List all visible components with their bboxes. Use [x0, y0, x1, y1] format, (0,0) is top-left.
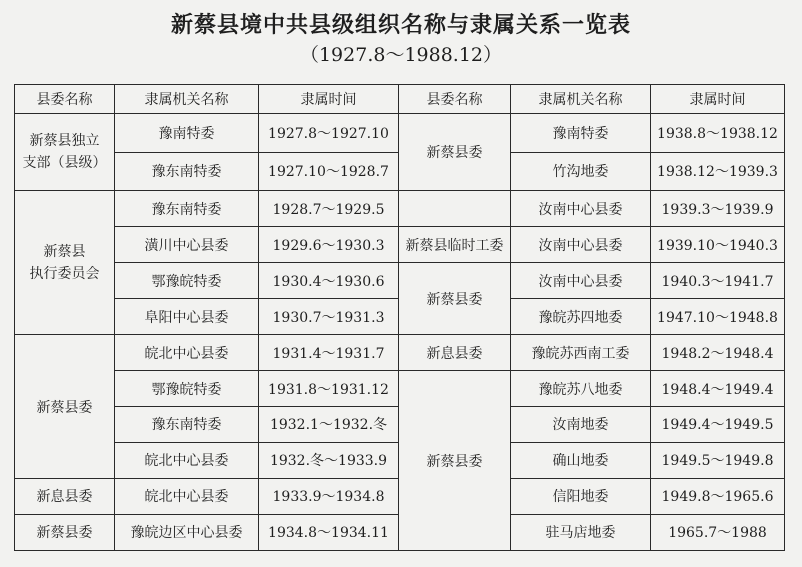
left-org-cell: 鄂豫皖特委	[115, 263, 259, 299]
left-time-cell: 1927.10～1928.7	[259, 152, 399, 191]
left-committee-name: 新蔡县委	[15, 335, 115, 479]
right-committee-name: 新蔡县委	[399, 371, 511, 551]
left-time-cell: 1930.4～1930.6	[259, 263, 399, 299]
left-committee-name: 新蔡县委	[15, 514, 115, 550]
header-cell: 县委名称	[399, 85, 511, 114]
left-org-cell: 豫南特委	[115, 114, 259, 153]
right-org-cell: 汝南中心县委	[511, 263, 651, 299]
left-time-cell: 1934.8～1934.11	[259, 514, 399, 550]
table-title: 新蔡县境中共县级组织名称与隶属关系一览表	[170, 13, 631, 38]
left-org-cell: 潢川中心县委	[115, 227, 259, 263]
right-time-cell: 1947.10～1948.8	[651, 299, 785, 335]
left-time-cell: 1928.7～1929.5	[259, 191, 399, 227]
left-time-cell: 1929.6～1930.3	[259, 227, 399, 263]
header-cell: 隶属机关名称	[511, 85, 651, 114]
right-committee-name	[399, 191, 511, 227]
table-row	[15, 227, 785, 263]
right-org-cell: 汝南中心县委	[511, 191, 651, 227]
right-time-cell: 1939.10～1940.3	[651, 227, 785, 263]
left-time-cell: 1930.7～1931.3	[259, 299, 399, 335]
right-org-cell: 豫皖苏西南工委	[511, 335, 651, 371]
left-org-cell: 豫皖边区中心县委	[115, 514, 259, 550]
right-committee-name: 新息县委	[399, 335, 511, 371]
left-committee-name: 新蔡县独立 支部（县级）	[15, 114, 115, 191]
left-org-cell: 皖北中心县委	[115, 478, 259, 514]
left-time-cell: 1933.9～1934.8	[259, 478, 399, 514]
right-time-cell: 1949.4～1949.5	[651, 407, 785, 443]
table-subtitle: （1927.8～1988.12）	[299, 44, 503, 66]
header-cell: 隶属时间	[651, 85, 785, 114]
header-cell: 隶属时间	[259, 85, 399, 114]
right-time-cell: 1965.7～1988	[651, 514, 785, 550]
right-committee-name: 新蔡县委	[399, 114, 511, 191]
right-org-cell: 豫皖苏四地委	[511, 299, 651, 335]
table-row	[15, 335, 785, 371]
right-org-cell: 豫皖苏八地委	[511, 371, 651, 407]
right-org-cell: 竹沟地委	[511, 152, 651, 191]
right-org-cell: 确山地委	[511, 442, 651, 478]
right-time-cell: 1939.3～1939.9	[651, 191, 785, 227]
right-org-cell: 豫南特委	[511, 114, 651, 153]
table-row	[15, 114, 785, 153]
left-org-cell: 鄂豫皖特委	[115, 371, 259, 407]
right-committee-name: 新蔡县委	[399, 263, 511, 335]
table-row	[15, 371, 785, 407]
left-committee-name: 新蔡县 执行委员会	[15, 191, 115, 335]
left-time-cell: 1927.8～1927.10	[259, 114, 399, 153]
right-committee-name: 新蔡县临时工委	[399, 227, 511, 263]
right-time-cell: 1948.4～1949.4	[651, 371, 785, 407]
right-time-cell: 1949.5～1949.8	[651, 442, 785, 478]
header-cell: 县委名称	[15, 85, 115, 114]
table-row	[15, 263, 785, 299]
right-time-cell: 1949.8～1965.6	[651, 478, 785, 514]
left-org-cell: 豫东南特委	[115, 191, 259, 227]
left-org-cell: 阜阳中心县委	[115, 299, 259, 335]
left-time-cell: 1931.8～1931.12	[259, 371, 399, 407]
header-row	[15, 85, 785, 114]
right-org-cell: 信阳地委	[511, 478, 651, 514]
left-org-cell: 豫东南特委	[115, 407, 259, 443]
header-cell: 隶属机关名称	[115, 85, 259, 114]
right-time-cell: 1940.3～1941.7	[651, 263, 785, 299]
left-org-cell: 皖北中心县委	[115, 442, 259, 478]
affiliation-table	[14, 84, 785, 551]
left-time-cell: 1931.4～1931.7	[259, 335, 399, 371]
left-time-cell: 1932.冬～1933.9	[259, 442, 399, 478]
right-org-cell: 汝南中心县委	[511, 227, 651, 263]
left-time-cell: 1932.1～1932.冬	[259, 407, 399, 443]
right-org-cell: 驻马店地委	[511, 514, 651, 550]
right-org-cell: 汝南地委	[511, 407, 651, 443]
left-committee-name: 新息县委	[15, 478, 115, 514]
table-row	[15, 191, 785, 227]
left-org-cell: 皖北中心县委	[115, 335, 259, 371]
left-org-cell: 豫东南特委	[115, 152, 259, 191]
right-time-cell: 1948.2～1948.4	[651, 335, 785, 371]
right-time-cell: 1938.12～1939.3	[651, 152, 785, 191]
right-time-cell: 1938.8～1938.12	[651, 114, 785, 153]
